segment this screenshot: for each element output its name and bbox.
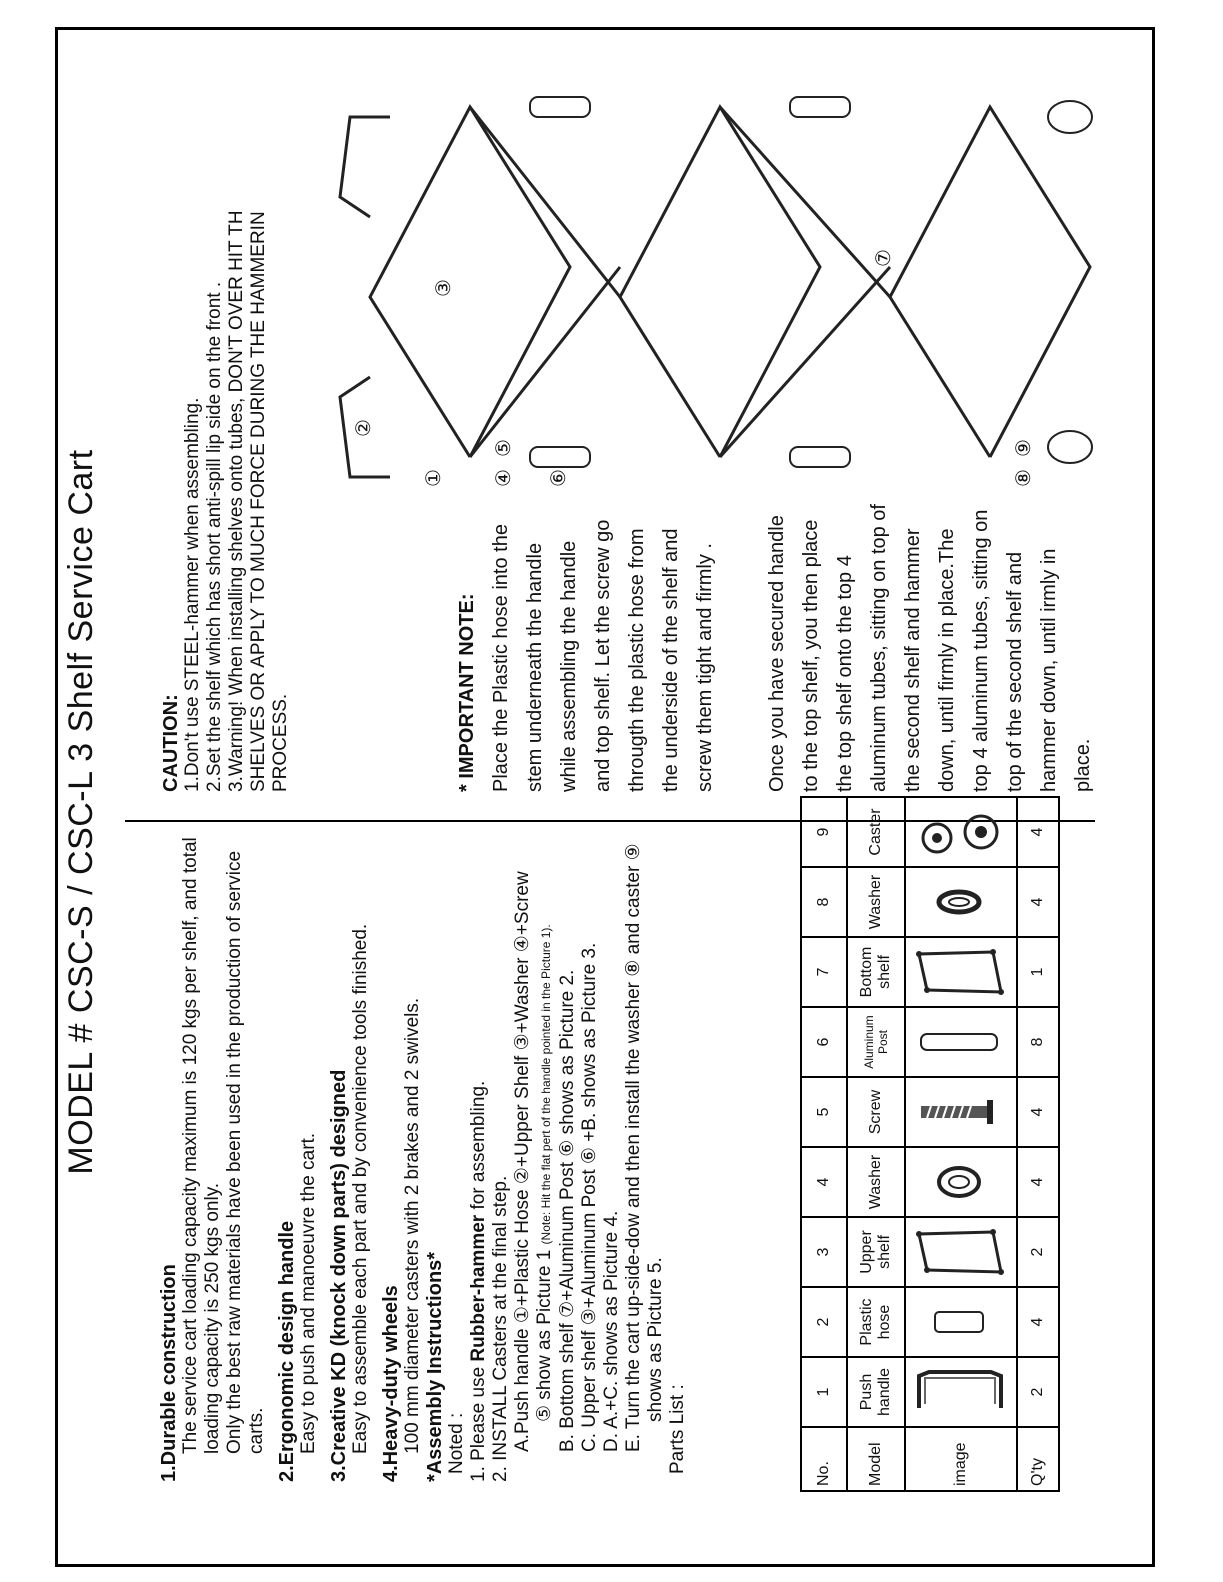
note-1-bold: Rubber-hammer xyxy=(468,1214,489,1362)
important-note-text: Place the Plastic hose into the stem underneath the handle while assembling the handle and top shelf. Let the screw go througth the plastic hose from the underside of the shelf and screw them tight and firmly . xyxy=(490,519,716,792)
feature-text: Only the best raw materials have been used in the production of service carts. xyxy=(224,850,267,1454)
washer-icon xyxy=(905,867,1017,937)
no-row xyxy=(801,797,847,1491)
push-handle-icon xyxy=(905,1357,1017,1427)
diagram-label: ⑦ xyxy=(871,249,895,267)
part-qty: 4 xyxy=(1017,1147,1059,1217)
part-no: 4 xyxy=(801,1147,847,1217)
caution-block xyxy=(160,32,292,792)
model-row xyxy=(847,797,905,1491)
feature-heading: 1.Durable construction xyxy=(158,1264,180,1482)
part-qty: 4 xyxy=(1017,1077,1059,1147)
part-model: Washer xyxy=(847,867,905,937)
caster-icon xyxy=(905,797,1017,867)
part-no: 2 xyxy=(801,1287,847,1357)
step-e: E. Turn the cart up-side-dow and then install the washer ⑧ and caster ⑨ xyxy=(623,843,644,1452)
part-qty: 4 xyxy=(1017,1287,1059,1357)
step-c: C. Upper shelf ③+Aluminum Post ⑥ +B. shows as Picture 3. xyxy=(579,942,600,1452)
part-model: Plastic hose xyxy=(847,1287,905,1357)
feature-heading: 2.Ergonomic design handle xyxy=(276,1220,298,1482)
note-1-pre: 1. Please use xyxy=(468,1361,489,1482)
step-a-text: ⑤ show as Picture 1 xyxy=(534,1249,555,1422)
diagram-label: ⑥ xyxy=(546,469,570,487)
row-label: No. xyxy=(801,1427,847,1491)
screw-icon xyxy=(905,1077,1017,1147)
part-no: 1 xyxy=(801,1357,847,1427)
parts-table xyxy=(800,796,1060,1492)
diagram-label: ③ xyxy=(431,279,455,297)
part-qty: 2 xyxy=(1017,1357,1059,1427)
second-note: Once you have secured handle to the top shelf, you then place the top shelf onto the top 4 aluminum tubes, sitting on top of the second shelf and hammer down, until firmly in place.The top 4 aluminum tubes, sitting on top of the second shelf and hammer down, until irmly in place. xyxy=(766,504,1094,792)
diagram-label: ⑧ xyxy=(1011,469,1035,487)
part-model: Screw xyxy=(847,1077,905,1147)
feature-heading: 4.Heavy-duty wheels xyxy=(380,1285,402,1482)
assembly-heading: *Assembly Instructions* xyxy=(424,1251,446,1482)
part-model: Push handle xyxy=(847,1357,905,1427)
diagram-label: ⑨ xyxy=(1011,439,1035,457)
part-qty: 4 xyxy=(1017,867,1059,937)
part-no: 5 xyxy=(801,1077,847,1147)
row-label: Model xyxy=(847,1427,905,1491)
caution-line: PROCESS. xyxy=(270,693,291,792)
features-column xyxy=(150,832,689,1482)
step-a: A.Push handle ①+Plastic Hose ②+Upper Shelf ③+Washer ④+Screw xyxy=(512,871,533,1452)
part-no: 6 xyxy=(801,1007,847,1077)
caution-line: SHELVES OR APPLY TO MUCH FORCE DURING THE HAMMERIN xyxy=(248,211,269,792)
row-label: Q'ty xyxy=(1017,1427,1059,1491)
part-model: Upper shelf xyxy=(847,1217,905,1287)
part-model: Aluminum Post xyxy=(847,1007,905,1077)
part-qty: 8 xyxy=(1017,1007,1059,1077)
caution-line: 1.Don't use STEEL-hammer when assembling. xyxy=(182,397,203,792)
note-2: 2. INSTALL Casters at the final step. xyxy=(490,1175,511,1482)
feature-heading: 3.Creative KD (knock down parts) designed xyxy=(328,1069,350,1482)
step-a-cont xyxy=(534,832,557,1482)
important-note xyxy=(450,512,722,792)
row-label: image xyxy=(905,1427,1017,1491)
part-model: Bottom shelf xyxy=(847,937,905,1007)
step-a-note: (Note: Hit the flat pert of the handle pointed in the Picture 1). xyxy=(539,924,553,1245)
parts-list-label: Parts List : xyxy=(667,1384,688,1474)
feature-text: Easy to push and manoeuvre the cart. xyxy=(298,1132,319,1454)
note-1-post: for assembling. xyxy=(468,1080,489,1215)
part-no: 7 xyxy=(801,937,847,1007)
part-qty: 2 xyxy=(1017,1217,1059,1287)
washer-icon xyxy=(905,1147,1017,1217)
image-row xyxy=(905,797,1017,1491)
upper-shelf-icon xyxy=(905,1217,1017,1287)
assembly-diagram xyxy=(330,57,1110,497)
part-model: Washer xyxy=(847,1147,905,1217)
plastic-hose-icon xyxy=(905,1287,1017,1357)
step-b: B. Bottom shelf ⑦+Aluminum Post ⑥ shows as Picture 2. xyxy=(557,969,578,1452)
part-model: Caster xyxy=(847,797,905,867)
step-d: D. A.+C. shows as Picture 4. xyxy=(601,1210,622,1452)
diagram-label: ② xyxy=(351,419,375,437)
noted-label: Noted : xyxy=(446,1412,467,1474)
important-note-heading: * IMPORTANT NOTE: xyxy=(456,593,478,792)
feature-text: The service cart loading capacity maximum is 120 kgs per shelf, and total loading capacity is 250 kgs only. xyxy=(180,837,223,1454)
feature-text: 100 mm diameter casters with 2 brakes and 2 swivels. xyxy=(402,997,423,1454)
caution-line: 3.Warning! When installing shelves onto tubes, DON'T OVER HIT TH xyxy=(226,210,247,792)
aluminum-post-icon xyxy=(905,1007,1017,1077)
exploded-view-icon xyxy=(330,57,1110,497)
note-1 xyxy=(468,832,490,1482)
bottom-shelf-icon xyxy=(905,937,1017,1007)
step-e-cont: shows as Picture 5. xyxy=(645,1257,666,1422)
part-qty: 1 xyxy=(1017,937,1059,1007)
part-no: 3 xyxy=(801,1217,847,1287)
diagram-label: ④ xyxy=(491,469,515,487)
diagram-label: ⑤ xyxy=(491,439,515,457)
feature-text: Easy to assemble each part and by convenience tools finished. xyxy=(350,923,371,1454)
part-no: 9 xyxy=(801,797,847,867)
part-no: 8 xyxy=(801,867,847,937)
diagram-label: ① xyxy=(421,469,445,487)
qty-row xyxy=(1017,797,1059,1491)
caution-heading: CAUTION: xyxy=(160,694,182,792)
page-title: MODEL # CSC-S / CSC-L 3 Shelf Service Cart xyxy=(62,449,100,1175)
caution-line: 2.Set the shelf which has short anti-spill lip side on the front . xyxy=(204,281,225,792)
part-qty: 4 xyxy=(1017,797,1059,867)
